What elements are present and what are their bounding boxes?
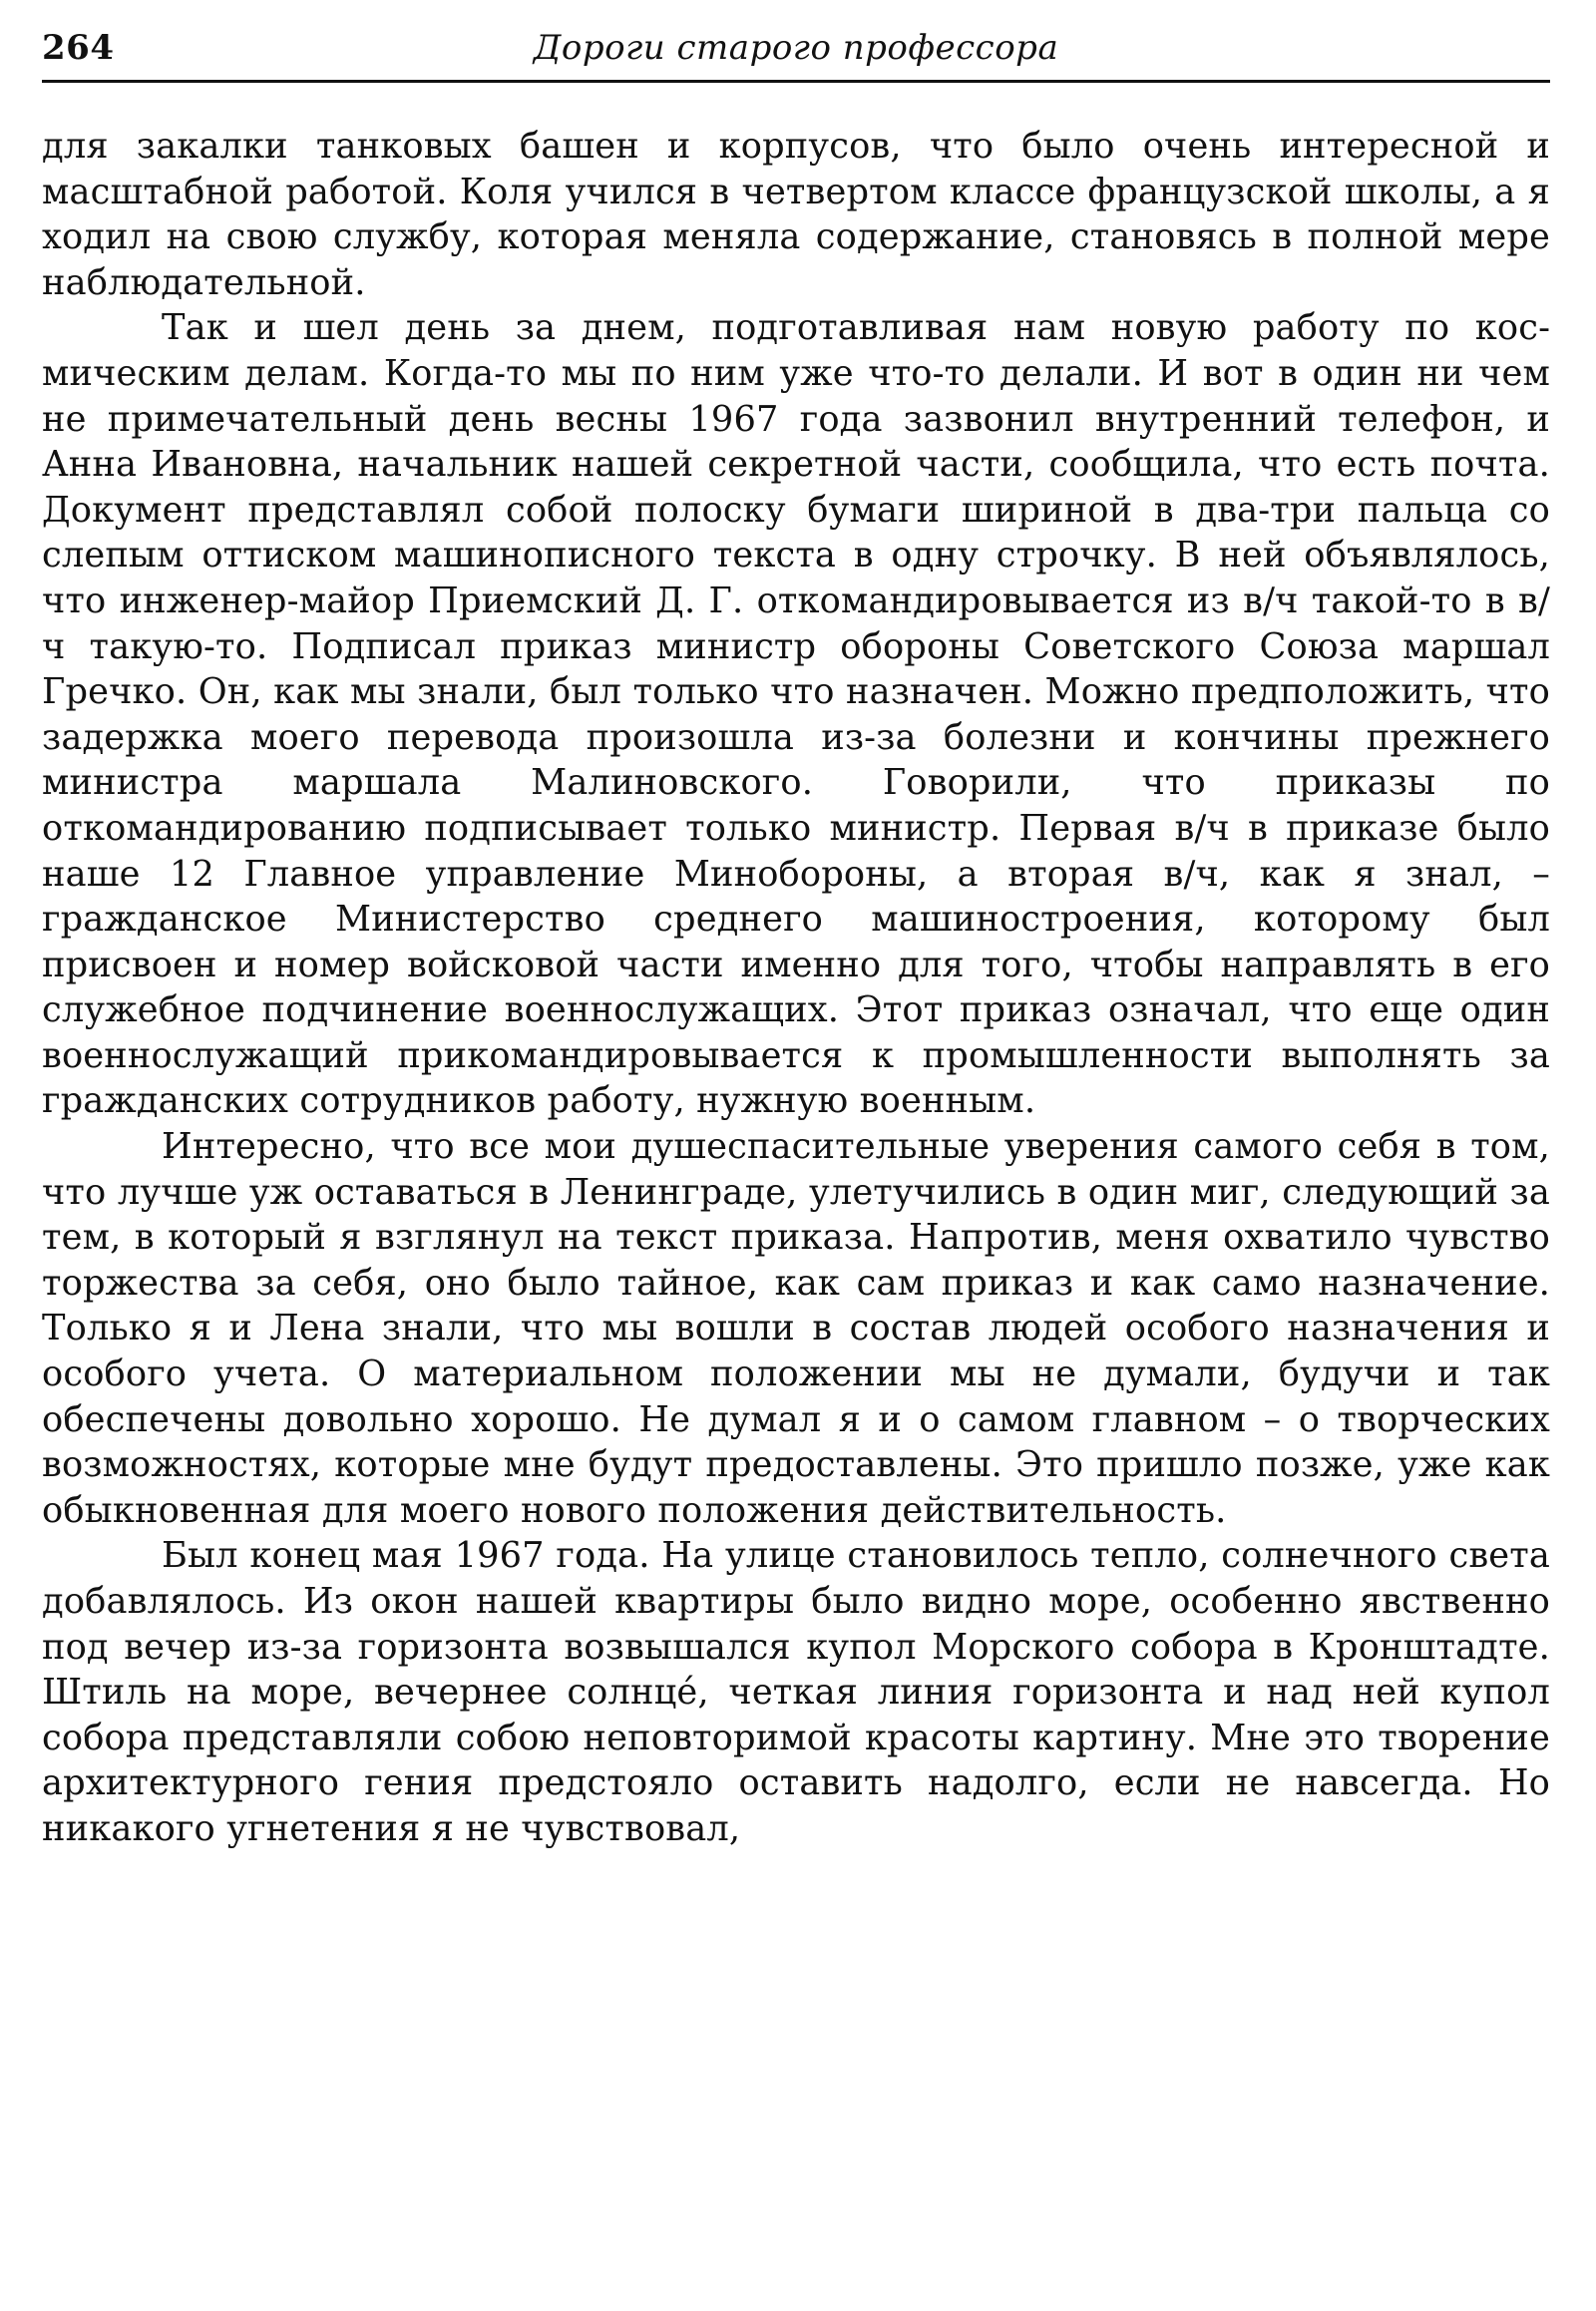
- paragraph: Так и шел день за днем, подготавливая нам новую работу по космическим делам. Когда-то мы по ним уже что-то делали. И вот в один ни чем не примечательный день весны 1967 года зазвонил внутренний телефон, и Анна Ивановна, начальник нашей секретной части, сообщила, что есть почта. Документ представлял собой полоску бумаги шириной в два-три пальца со слепым оттиском машинописного текста в одну строчку. В ней объявлялось, что инженер-майор Приемский Д. Г. откомандировывается из в/ч такой-то в в/ч такую-то. Подписал приказ министр обороны Советского Союза маршал Гречко. Он, как мы знали, был только что назначен. Можно предположить, что задержка моего перевода произошла из-за болезни и кончины прежнего министра маршала Малиновского. Говорили, что приказы по откомандированию подписывает только министр. Первая в/ч в приказе было наше 12 Главное управление Минобороны, а вторая в/ч, как я знал, – гражданское Министерство среднего машиностроения, которому был присвоен и номер войсковой части именно для того, чтобы направлять в его служебное подчинение военнослужащих. Этот приказ означал, что еще один военнослужащий прикомандировывается к промышленности выполнять за гражданских сотрудников работу, нужную военным.: [42, 307, 1550, 1122]
- paragraph: Интересно, что все мои душеспасительные уверения самого себя в том, что лучше уж оставаться в Ленинграде, улетучились в один миг, следующий за тем, в который я взглянул на текст приказа. Напротив, меня охватило чувство торжества за себя, оно было тайное, как сам приказ и как само назначение. Только я и Лена знали, что мы вошли в состав людей особого назначения и особого учета. О материальном положении мы не думали, будучи и так обеспечены довольно хорошо. Не думал я и о самом главном – о творческих возможностях, которые мне будут предоставлены. Это пришло позже, уже как обыкновенная для моего нового положения действительность.: [42, 1126, 1550, 1531]
- paragraph: Был конец мая 1967 года. На улице становилось тепло, солнечного света добавлялось. Из окон нашей квартиры было видно море, особенно явственно под вечер из-за горизонта возвышался купол Морского собора в Кронштадте. Штиль на море, вечернее солнце́, четкая линия горизонта и над ней купол собора представляли собою неповторимой красоты картину. Мне это творение архитектурного гения предстояло оставить надолго, если не навсегда. Но никакого угнетения я не чувствовал,: [42, 1535, 1550, 1849]
- body-text: [42, 124, 1550, 1852]
- book-page: [42, 0, 1550, 2311]
- running-title: Дороги старого профессора: [533, 28, 1059, 68]
- page-header: [42, 24, 1550, 83]
- page-number: 264: [42, 28, 115, 68]
- paragraph: для закалки танковых башен и корпусов, что было очень интересной и масштабной работой. Коля учился в четвертом классе французской школы, а я ходил на свою службу, которая меняла содержание, становясь в полной мере наблюдательной.: [42, 126, 1550, 303]
